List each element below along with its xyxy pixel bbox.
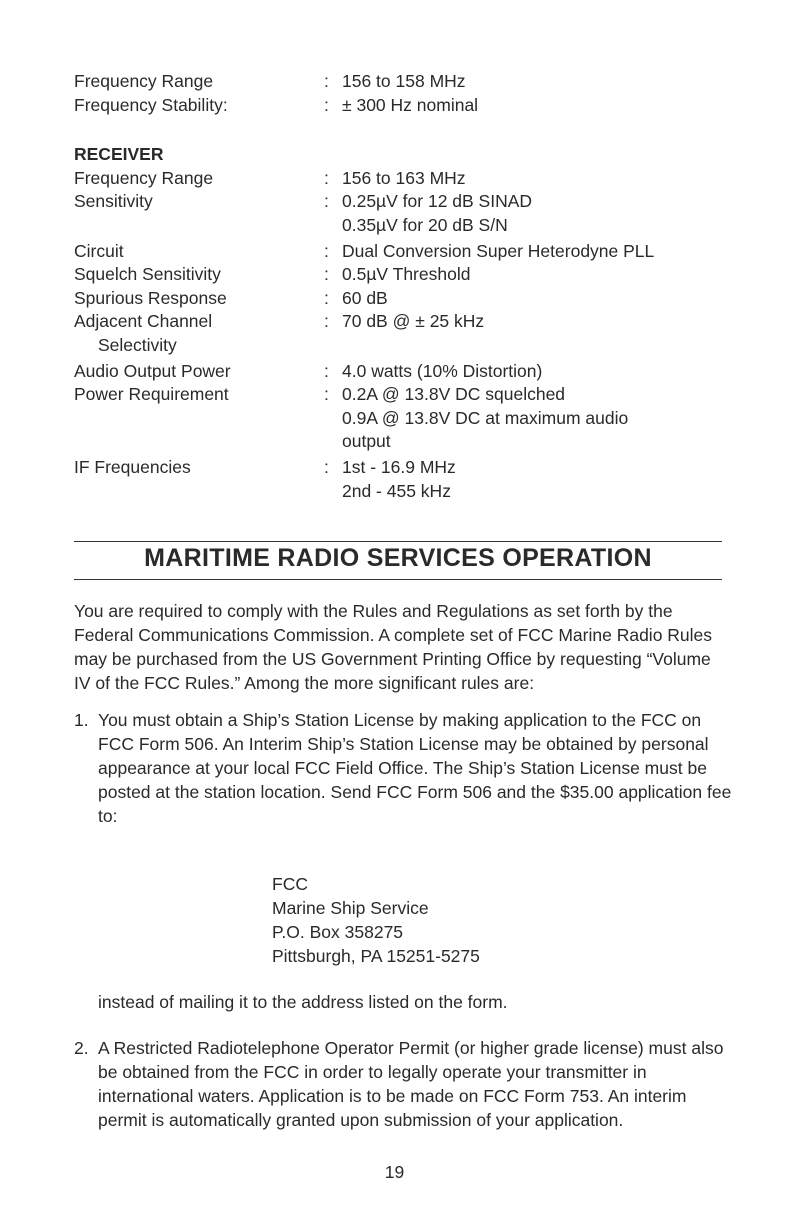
mailing-address xyxy=(272,872,480,968)
spec-label: Frequency Stability: xyxy=(74,94,228,115)
spec-row xyxy=(74,334,734,358)
rule-text: A Restricted Radiotelephone Operator Permit (or higher grade license) must also be obtained from the FCC in order to legally operate your transmitter in international waters. Application is to be made on FCC Form 753. An interim permit is automatically granted upon submission of your application. xyxy=(98,1038,724,1130)
spec-value: Dual Conversion Super Heterodyne PLL xyxy=(342,240,655,261)
spec-row xyxy=(74,190,734,237)
intro-paragraph: You are required to comply with the Rules and Regulations as set forth by the Federal Communications Commission. A complete set of FCC Marine Radio Rules may be purchased from the US Government Printing Office by requesting “Volume IV of the FCC Rules.” Among the more significant rules are: xyxy=(74,601,713,693)
address-line: P.O. Box 358275 xyxy=(272,922,404,942)
page-number: 19 xyxy=(384,1162,405,1182)
spec-label: Spurious Response xyxy=(74,287,227,308)
spec-label: Frequency Range xyxy=(74,71,214,91)
spec-value xyxy=(342,190,532,237)
spec-value: 156 to 163 MHz xyxy=(342,167,466,188)
spec-separator: : xyxy=(324,384,329,405)
spec-separator: : xyxy=(324,311,329,332)
spec-value xyxy=(342,383,628,454)
spec-label: Audio Output Power xyxy=(74,360,231,381)
spec-row xyxy=(74,94,734,118)
spec-row xyxy=(74,70,734,94)
spec-separator: : xyxy=(324,264,329,285)
spec-value: 60 dB xyxy=(342,287,388,308)
spec-separator: : xyxy=(324,240,329,261)
after-address-text: instead of mailing it to the address listed on the form. xyxy=(98,992,508,1012)
spec-value: 156 to 158 MHz xyxy=(342,71,466,91)
spec-row xyxy=(74,360,734,384)
spec-row xyxy=(74,456,734,503)
rule-number: 2. xyxy=(74,1038,89,1058)
spec-value: 70 dB @ ± 25 kHz xyxy=(342,311,485,332)
receiver-heading: RECEIVER xyxy=(74,144,164,165)
section-title: MARITIME RADIO SERVICES OPERATION xyxy=(144,544,652,572)
address-line: Marine Ship Service xyxy=(272,898,429,918)
rule-text: You must obtain a Ship’s Station License by making application to the FCC on FCC Form 506. An Interim Ship’s Station License may be obtained by personal appearance at your local FCC Field Office. The Ship’s Station License must be posted at the station location. Send FCC Form 506 and the $35.00 application fee to: xyxy=(98,710,732,826)
spec-value: ± 300 Hz nominal xyxy=(342,94,479,115)
spec-separator: : xyxy=(324,71,329,91)
spec-value-line: 0.2A @ 13.8V DC squelched xyxy=(342,384,566,405)
spec-label: Squelch Sensitivity xyxy=(74,264,221,285)
spec-row xyxy=(74,263,734,287)
spec-separator: : xyxy=(324,360,329,381)
spec-value-line: output xyxy=(342,431,391,452)
spec-value: 4.0 watts (10% Distortion) xyxy=(342,360,543,381)
spec-label: Power Requirement xyxy=(74,384,229,405)
rule-item xyxy=(74,708,734,828)
spec-value-line: 1st - 16.9 MHz xyxy=(342,456,456,477)
spec-label: Circuit xyxy=(74,240,124,261)
spec-label: Adjacent Channel xyxy=(74,311,213,332)
spec-row xyxy=(74,240,734,264)
spec-row xyxy=(74,310,734,334)
spec-value-line: 0.25µV for 12 dB SINAD xyxy=(342,191,533,212)
rule-item xyxy=(74,1036,734,1132)
spec-value-line: 0.9A @ 13.8V DC at maximum audio xyxy=(342,407,629,428)
spec-label: Sensitivity xyxy=(74,191,153,212)
spec-separator: : xyxy=(324,456,329,477)
spec-value-line: 0.35µV for 20 dB S/N xyxy=(342,214,508,235)
rule-number: 1. xyxy=(74,710,89,730)
spec-value xyxy=(342,456,456,503)
spec-label: IF Frequencies xyxy=(74,456,191,477)
spec-table xyxy=(74,70,734,503)
address-line: Pittsburgh, PA 15251-5275 xyxy=(272,946,480,966)
spec-row xyxy=(74,287,734,311)
spec-label: Selectivity xyxy=(98,334,177,355)
spec-row xyxy=(74,167,734,191)
spec-separator: : xyxy=(324,94,329,115)
section-rule-top xyxy=(74,541,722,542)
spec-row xyxy=(74,383,734,454)
address-line: FCC xyxy=(272,874,308,894)
spec-value-line: 2nd - 455 kHz xyxy=(342,480,451,501)
spec-separator: : xyxy=(324,167,329,188)
spec-value: 0.5µV Threshold xyxy=(342,264,471,285)
spec-label: Frequency Range xyxy=(74,167,214,188)
spec-separator: : xyxy=(324,287,329,308)
section-rule-bottom xyxy=(74,579,722,580)
spec-separator: : xyxy=(324,191,329,212)
